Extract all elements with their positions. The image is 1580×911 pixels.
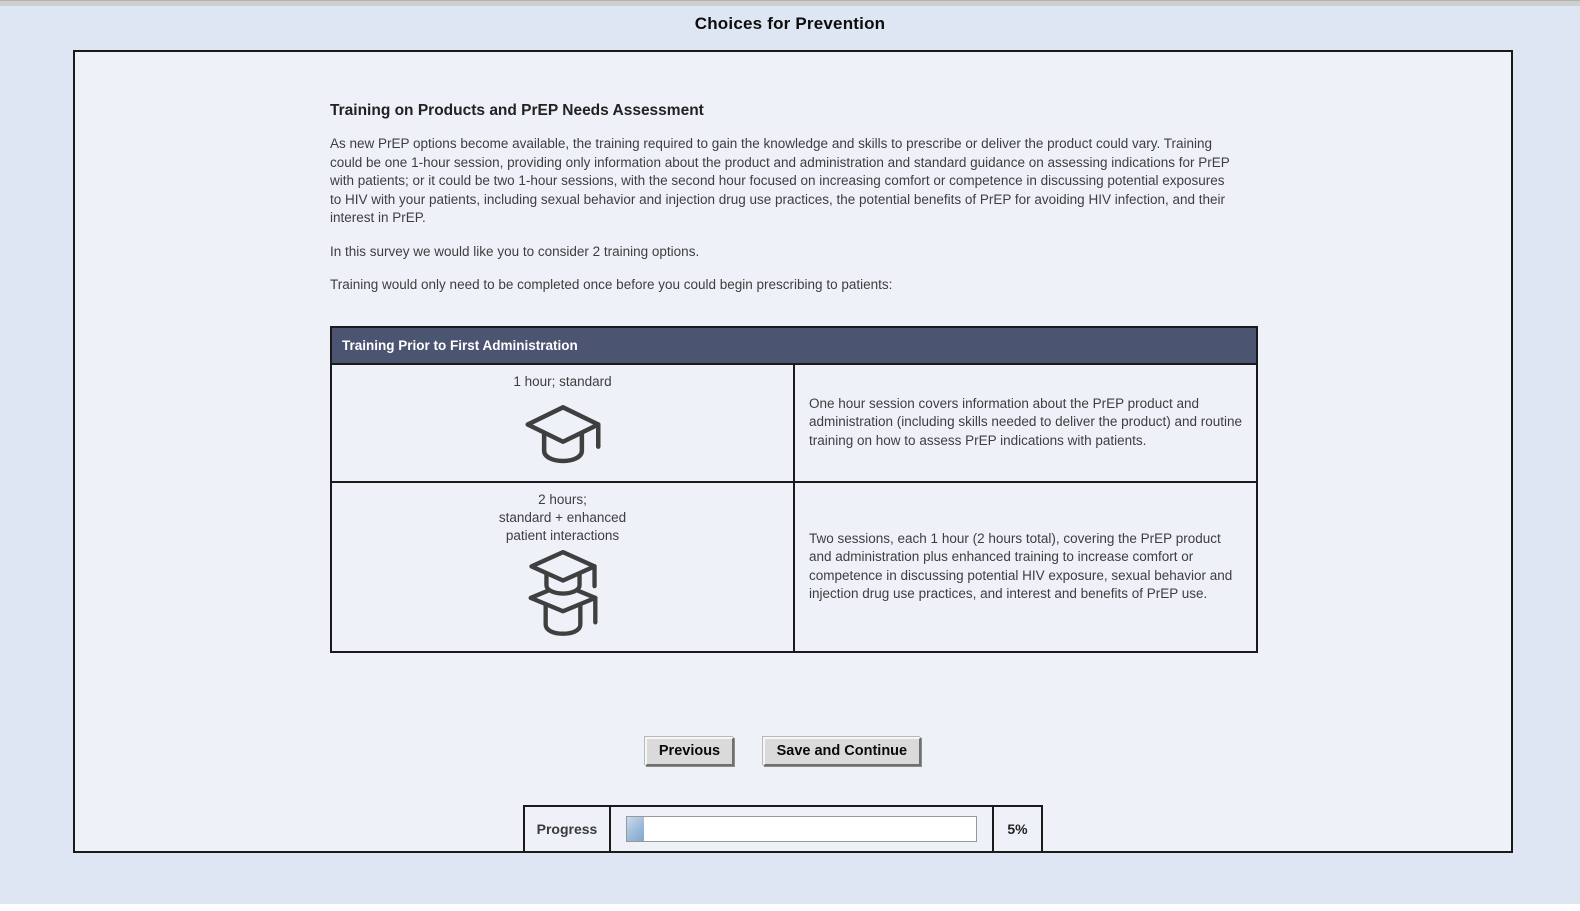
table-row [331,482,1257,652]
training-option-1-description: One hour session covers information about the PrEP product and administration (including skills needed to deliver the product) and routine training on how to assess PrEP indications with patients. [794,364,1257,482]
table-header-row [331,327,1257,364]
progress-label: Progress [525,807,611,851]
previous-button[interactable]: Previous [645,737,734,766]
table-header: Training Prior to First Administration [331,327,1257,364]
navigation-buttons [330,737,1236,766]
progress-section [330,805,1236,853]
progress-bar [626,816,977,842]
progress-percent: 5% [1007,820,1028,837]
training-note-paragraph: Training would only need to be completed once before you could begin prescribing to patients: [330,277,893,292]
progress-fill [627,817,644,841]
training-option-2-description: Two sessions, each 1 hour (2 hours total), covering the PrEP product and administration plus enhanced training to increase comfort or competence in discussing potential HIV exposure, sexual behavior and injection drug use practices, and interest and benefits of PrEP use. [794,482,1257,652]
intro-paragraph: As new PrEP options become available, the training required to gain the knowledge and skills to prescribe or deliver the product could vary. Training could be one 1-hour session, providing only information about the product and administration and standard guidance on assessing indications for PrEP with patients; or it could be two 1-hour sessions, with the second hour focused on increasing comfort or competence in discussing potential exposures to HIV with your patients, including sexual behavior and injection drug use practices, the potential benefits of PrEP for avoiding HIV infection, and their interest in PrEP. [330,136,1230,225]
save-and-continue-button[interactable]: Save and Continue [763,737,922,766]
training-options-table [330,326,1258,653]
training-option-2-label-cell [331,482,794,652]
section-heading: Training on Products and PrEP Needs Assessment [330,102,704,119]
survey-panel [73,50,1513,853]
survey-page [0,6,1580,904]
training-option-2-label-line3: patient interactions [505,527,620,543]
progress-table [523,805,1043,853]
double-graduation-cap-icon [336,549,789,645]
training-option-1-label-cell [331,364,794,482]
training-option-1-label: 1 hour; standard [513,373,612,389]
training-option-2-label-line2: standard + enhanced [498,509,627,525]
page-title: Choices for Prevention [694,14,886,33]
survey-note-paragraph: In this survey we would like you to consider 2 training options. [330,243,700,259]
progress-bar-cell [611,807,994,851]
training-option-2-label-line1: 2 hours; [538,491,587,507]
graduation-cap-icon [336,403,789,472]
table-row [331,364,1257,482]
